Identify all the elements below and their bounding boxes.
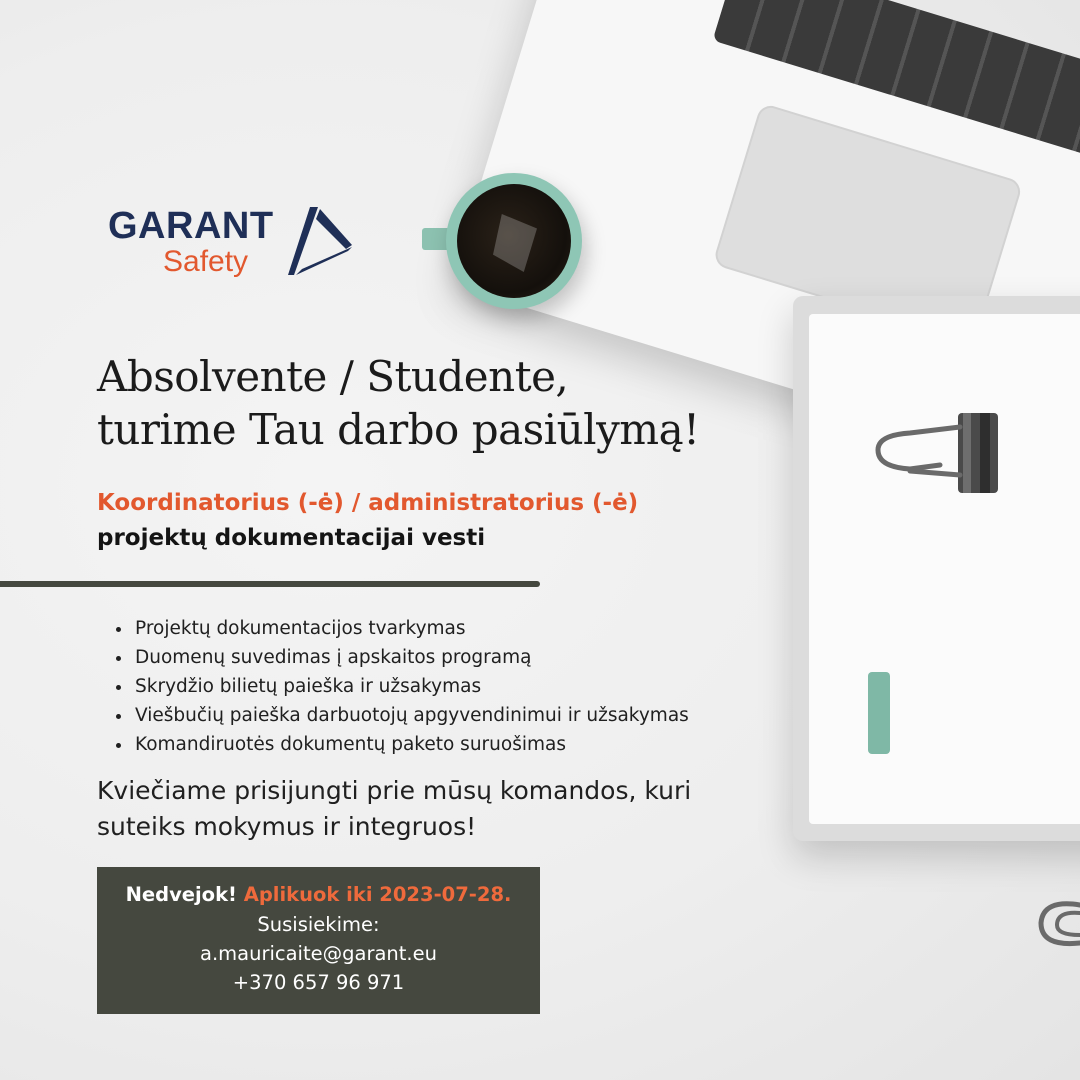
application-deadline: Aplikuok iki 2023-07-28. [243, 883, 512, 906]
job-subtitle: projektų dokumentacijai vesti [97, 525, 486, 551]
invitation-line-2: suteiks mokymus ir integruos! [97, 812, 477, 841]
paper-clip-icon [1035, 895, 1080, 965]
contact-label: Susisiekime: [257, 913, 380, 936]
coffee-reflection [493, 214, 537, 272]
invitation-text [97, 773, 797, 845]
divider [0, 581, 540, 587]
coffee [457, 184, 571, 298]
headline-line-2: turime Tau darbo pasiūlymą! [97, 405, 700, 454]
logo-tagline: Safety [163, 245, 249, 278]
contact-email[interactable]: a.mauricaite@garant.eu [200, 942, 437, 965]
coffee-cup-icon [422, 173, 582, 313]
list-item: • Projektų dokumentacijos tvarkymas [133, 614, 689, 643]
cup-body [446, 173, 582, 309]
triangle-logo-icon [286, 205, 354, 277]
call-to-action [97, 880, 540, 910]
contact-box [97, 867, 540, 1014]
list-item: • Skrydžio bilietų paieška ir užsakymas [133, 672, 689, 701]
list-item: • Viešbučių paieška darbuotojų apgyvendinimui ir užsakymas [133, 701, 689, 730]
list-item: • Duomenų suvedimas į apskaitos programą [133, 643, 689, 672]
contact-phone[interactable]: +370 657 96 971 [232, 971, 405, 994]
cta-lead: Nedvejok! [125, 883, 237, 906]
job-title: Koordinatorius (-ė) / administratorius (-ė) [97, 490, 639, 516]
invitation-line-1: Kviečiame prisijungti prie mūsų komandos, kuri [97, 776, 692, 805]
headline-line-1: Absolvente / Studente, [97, 352, 569, 401]
paper-sheet [809, 314, 1080, 824]
duties-list [108, 614, 689, 759]
logo-wordmark: GARANT [108, 205, 274, 247]
folder-icon [793, 296, 1080, 841]
garant-safety-logo [108, 205, 368, 285]
binder-clip-icon [870, 405, 1005, 500]
sticky-tab [868, 672, 890, 754]
page-title [97, 350, 700, 456]
list-item: • Komandiruotės dokumentų paketo suruošimas [133, 730, 689, 759]
